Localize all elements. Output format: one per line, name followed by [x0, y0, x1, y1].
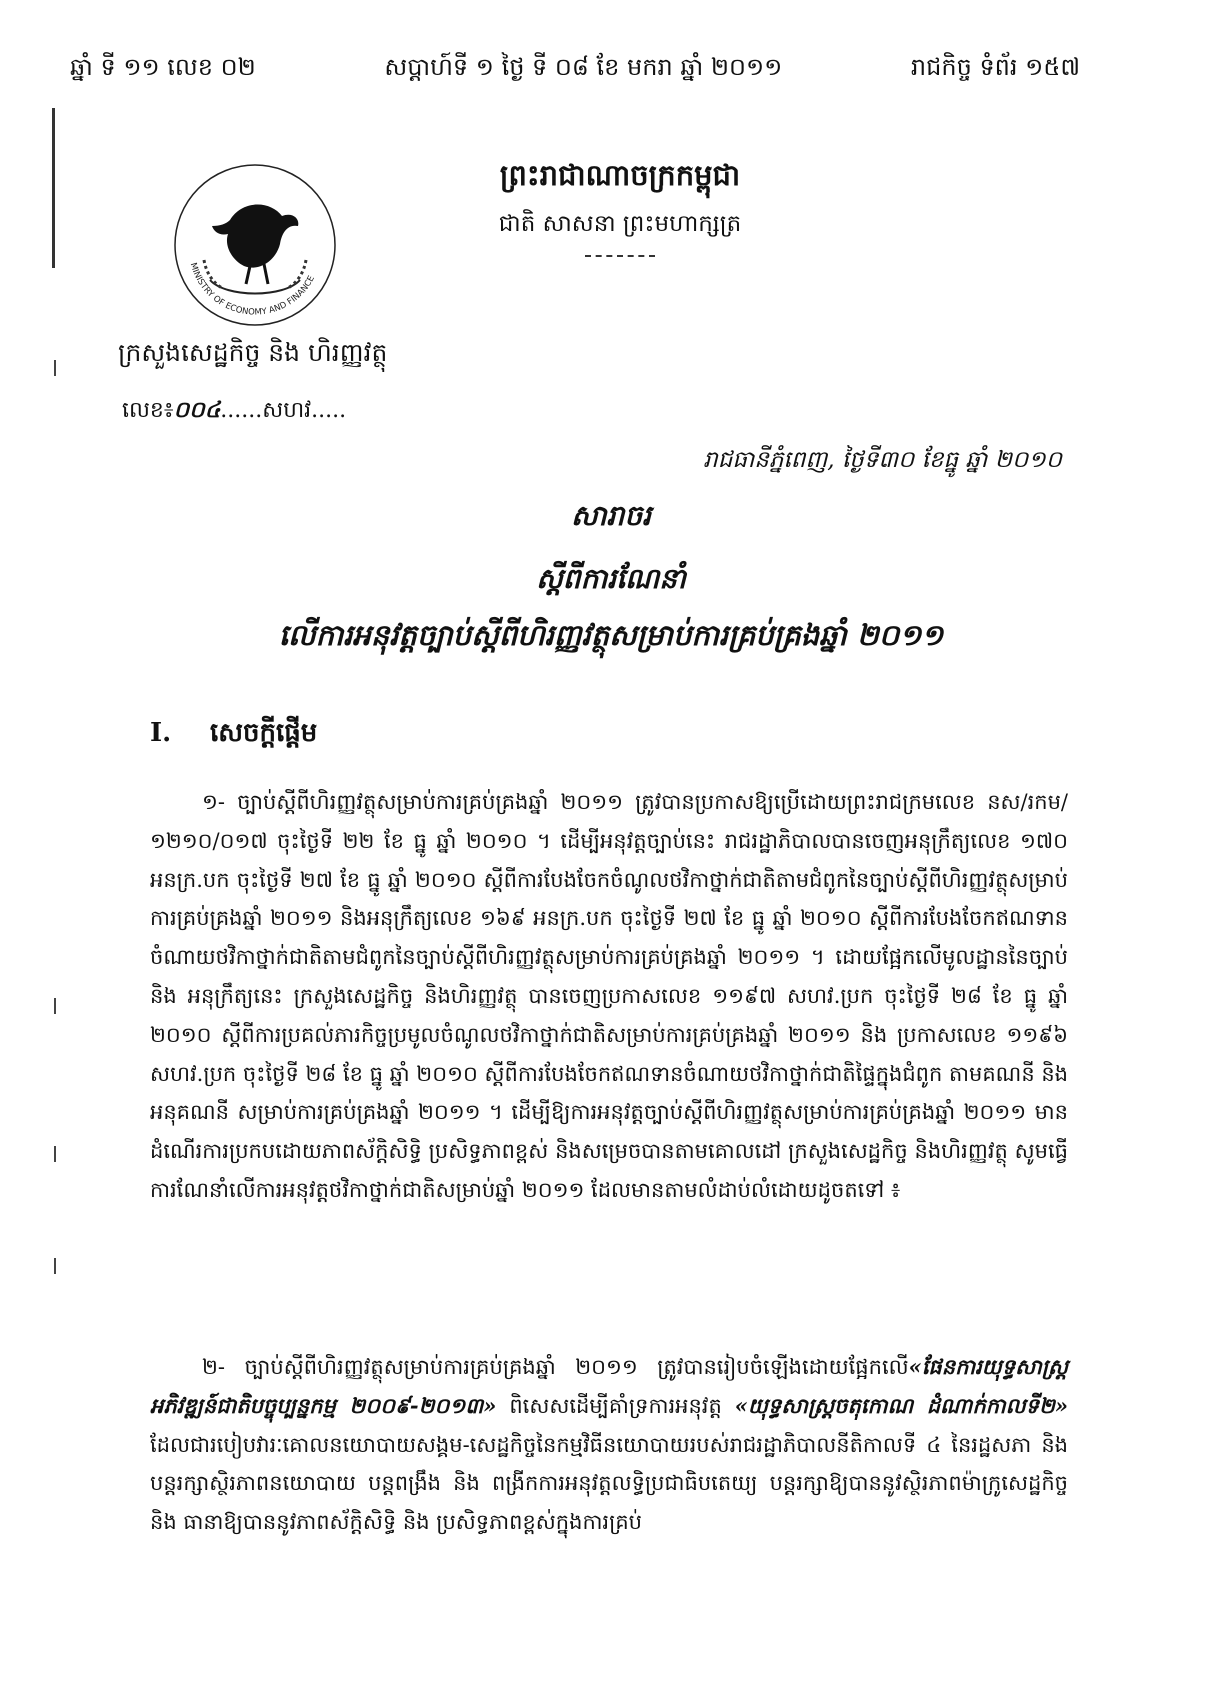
- kingdom-heading: [460, 158, 780, 257]
- ministry-seal-icon: [170, 160, 340, 330]
- margin-tick: [54, 998, 56, 1014]
- reference-value: ០០៤: [173, 397, 221, 423]
- gazette-page: រាជកិច្ច ទំព័រ ១៥៧: [910, 53, 1080, 81]
- dateline: រាជធានីភ្នំពេញ, ថ្ងៃទី៣០ ខែធ្នូ ឆ្នាំ ២០១០: [703, 447, 1062, 473]
- paragraph-1: ១- ច្បាប់ស្តីពីហិរញ្ញវត្ថុសម្រាប់ការគ្រប់គ្រងឆ្នាំ ២០១១ ត្រូវបានប្រកាសឱ្យប្រើដោយព្រះរាជក្រមលេខ នស/រកម/១២១០/០១៧ ចុះថ្ងៃទី ២២ ខែ ធ្នូ ឆ្នាំ ២០១០ ។ ដើម្បីអនុវត្តច្បាប់នេះ រាជរដ្ឋាភិបាលបានចេញអនុក្រឹត្យលេខ ១៧០ អនក្រ.បក ចុះថ្ងៃទី ២៧ ខែ ធ្នូ ឆ្នាំ ២០១០ ស្តីពីការបែងចែកចំណូលថវិកាថ្នាក់ជាតិតាមជំពូកនៃច្បាប់ស្តីពីហិរញ្ញវត្ថុសម្រាប់ការគ្រប់គ្រងឆ្នាំ ២០១១ និងអនុក្រឹត្យលេខ ១៦៩ អនក្រ.បក ចុះថ្ងៃទី ២៧ ខែ ធ្នូ ឆ្នាំ ២០១០ ស្តីពីការបែងចែកឥណទានចំណាយថវិកាថ្នាក់ជាតិតាមជំពូកនៃច្បាប់ស្តីពីហិរញ្ញវត្ថុសម្រាប់ការគ្រប់គ្រងឆ្នាំ ២០១១ ។ ដោយផ្អែកលើមូលដ្ឋាននៃច្បាប់ និង អនុក្រឹត្យនេះ ក្រសួងសេដ្ឋកិច្ច និងហិរញ្ញវត្ថុ បានចេញប្រកាសលេខ ១១៩៧ សហវ.ប្រក ចុះថ្ងៃទី ២៨ ខែ ធ្នូ ឆ្នាំ ២០១០ ស្តីពីការប្រគល់ភារកិច្ចប្រមូលចំណូលថវិកាថ្នាក់ជាតិសម្រាប់ការគ្រប់គ្រងឆ្នាំ ២០១១ និង ប្រកាសលេខ ១១៩៦ សហវ.ប្រក ចុះថ្ងៃទី ២៨ ខែ ធ្នូ ឆ្នាំ ២០១០ ស្តីពីការបែងចែកឥណទានចំណាយថវិកាថ្នាក់ជាតិផ្ទៃក្នុងជំពូក តាមគណនី និងអនុគណនី សម្រាប់ការគ្រប់គ្រងឆ្នាំ ២០១១ ។ ដើម្បីឱ្យការអនុវត្តច្បាប់ស្តីពីហិរញ្ញវត្ថុសម្រាប់ការគ្រប់គ្រងឆ្នាំ ២០១១ មានដំណើរការប្រកបដោយភាពស័ក្តិសិទ្ធិ ប្រសិទ្ធភាពខ្ពស់ និងសម្រេចបានតាមគោលដៅ ក្រសួងសេដ្ឋកិច្ច និងហិរញ្ញវត្ថុ សូមធ្វើការណែនាំលើការអនុវត្តថវិកាថ្នាក់ជាតិសម្រាប់ឆ្នាំ ២០១១ ដែលមានតាមលំដាប់លំដោយដូចតទៅ ៖: [150, 790, 1068, 1202]
- paragraph-2-end: ដែលជារបៀបវារៈគោលនយោបាយសង្គម-សេដ្ឋកិច្ចនៃកម្មវិធីនយោបាយរបស់រាជរដ្ឋាភិបាលនីតិកាលទី ៤ នៃរដ្ឋសភា និង បន្តរក្សាស្ថិរភាពនយោបាយ បន្តពង្រឹង និង ពង្រីកការអនុវត្តលទ្ធិប្រជាធិបតេយ្យ បន្តរក្សាឱ្យបាននូវស្ថិរភាពម៉ាក្រូសេដ្ឋកិច្ច និង ធានាឱ្យបាននូវភាពស័ក្តិសិទ្ធិ និង ប្រសិទ្ធភាពខ្ពស់ក្នុងការគ្រប់: [150, 1432, 1068, 1535]
- seal-text: MINISTRY OF ECONOMY AND FINANCE: [187, 261, 317, 318]
- document-titles: [0, 498, 1222, 660]
- gazette-date: សប្តាហ៍ទី ១ ថ្ងៃ ទី ០៨ ខែ មករា ឆ្នាំ ២០១១: [384, 53, 783, 81]
- gazette-header: [70, 52, 1080, 87]
- kingdom-motto: ជាតិ សាសនា ព្រះមហាក្សត្រ: [498, 211, 742, 237]
- document-subject: ស្តីពីការណែនាំ: [536, 562, 686, 595]
- paragraph-2-emphasis-2: «យុទ្ធសាស្ត្រចតុកោណ ដំណាក់កាលទី២»: [734, 1392, 1068, 1418]
- margin-rule: [52, 108, 55, 268]
- heading-divider: [585, 255, 655, 257]
- paragraph-2-start: ២- ច្បាប់ស្តីពីហិរញ្ញវត្ថុសម្រាប់ការគ្រប់គ្រងឆ្នាំ ២០១១ ត្រូវបានរៀបចំឡើងដោយផ្អែកលើ: [202, 1355, 909, 1379]
- reference-suffix: ......សហវ.....: [220, 398, 347, 423]
- paragraph-2-emphasis-1: «ផែនការយុទ្ធសាស្ត្រអភិវឌ្ឍន៍ជាតិបច្ចុប្បន្នកម្ម ២០០៩-២០១៣»: [150, 1354, 1068, 1418]
- section-title: សេចក្តីផ្តើម: [210, 718, 318, 748]
- margin-tick: [54, 1258, 56, 1274]
- paragraph-2-middle: ពិសេសដើម្បីគាំទ្រការអនុវត្ត: [496, 1393, 735, 1418]
- ministry-name: ក្រសួងសេដ្ឋកិច្ច និង ហិរញ្ញវត្ថុ: [118, 338, 388, 367]
- document-topic: លើការអនុវត្តច្បាប់ស្តីពីហិរញ្ញវត្ថុសម្រាប់ការគ្រប់គ្រងឆ្នាំ ២០១១: [278, 618, 944, 652]
- reference-number: [122, 396, 346, 428]
- kingdom-title: ព្រះរាជាណាចក្រកម្ពុជា: [499, 158, 741, 192]
- section-number: I.: [150, 718, 172, 748]
- paragraph-2: [150, 1348, 1068, 1542]
- margin-tick: [54, 360, 56, 376]
- section-heading: [150, 716, 317, 754]
- document-type: សារាចរ: [571, 499, 651, 532]
- reference-label: លេខ៖: [122, 398, 174, 423]
- margin-tick: [54, 1146, 56, 1162]
- gazette-volume: ឆ្នាំ ទី ១១ លេខ ០២: [70, 53, 256, 81]
